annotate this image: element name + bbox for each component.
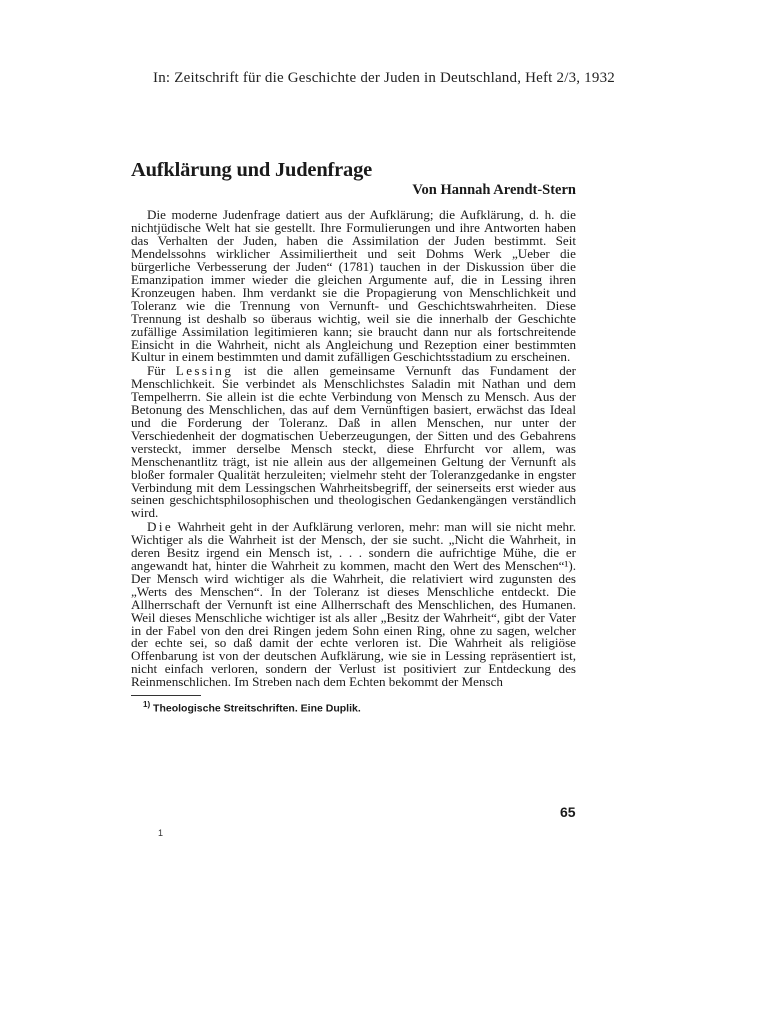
paragraph-2-lead: Für	[147, 362, 166, 378]
paragraph-3-lead: Die	[147, 518, 174, 534]
paragraph-2	[131, 362, 576, 521]
paragraph-3-text: Wahrheit geht in der Aufklärung verloren, mehr: man will sie nicht mehr. Wichtiger als die Wahrheit ist der Mensch, der sie sucht. „Nicht die Wahrheit, in deren Besitz irgend ein Mensch ist, . . . sondern die aufrichtige Mühe, die er angewandt hat, hinter die Wahrheit zu kommen, macht den Wert des Menschen“¹). Der Mensch wird wichtiger als die Wahrheit, die relativiert wird zugunsten des „Werts des Menschen“. In der Toleranz ist dieses Menschliche entdeckt. Die Allherrschaft der Vernunft ist eine Allherrschaft des Menschlichen, des Humanen. Weil dieses Menschliche wichtiger ist als aller „Besitz der Wahrheit“, gibt der Vater in der Fabel von den drei Ringen jedem Sohn einen Ring, ohne zu sagen, welcher der echte sei, so daß damit der echte verloren ist. Die Wahrheit als religiöse Offenbarung ist von der deutschen Aufklärung, wie sie in Lessing repräsentiert ist, nicht einfach verloren, sondern der Verlust ist positiviert zur Entdeckung des Reinmenschlichen. Im Streben nach dem Echten bekommt der Mensch	[131, 518, 576, 690]
page-number: 65	[560, 804, 576, 820]
paragraph-3	[131, 518, 576, 690]
article-title: Aufklärung und Judenfrage	[131, 159, 373, 181]
footnote-text: Theologische Streitschriften. Eine Duplik.	[153, 702, 361, 715]
article-author: Von Hannah Arendt-Stern	[412, 182, 576, 198]
spaced-name-lessing: Lessing	[175, 362, 234, 378]
footnote	[131, 700, 576, 715]
footnote-marker: 1)	[143, 700, 151, 710]
printer-signature: 1	[158, 828, 164, 838]
paragraph-1: Die moderne Judenfrage datiert aus der Aufklärung; die Aufklärung, d. h. die nichtjüdische Welt hat sie gestellt. Ihre Formulierungen und ihre Antworten haben das Verhalten der Juden, haben die Assimilation der Juden bestimmt. Seit Mendelssohns wirklicher Assimiliertheit und seit Dohms Werk „Ueber die bürgerliche Verbesserung der Juden“ (1781) tauchen in der Diskussion über die Emanzipation immer wieder die gleichen Argumente auf, die in Lessing ihren Kronzeugen haben. Ihm verdankt sie die Propagierung von Menschlichkeit und Toleranz wie die Trennung von Vernunft- und Geschichtswahrheiten. Diese Trennung ist deshalb so überaus wichtig, weil sie die innerhalb der Geschichte zufällige Assimilation legitimieren kann; sie braucht dann nur als fortschreitende Einsicht in die Wahrheit, nicht als Angleichung und Rezeption einer bestimmten Kultur in einem bestimmten und damit zufälligen Geschichtsstadium zu erscheinen.	[131, 207, 576, 365]
source-citation: In: Zeitschrift für die Geschichte der Juden in Deutschland, Heft 2/3, 1932	[153, 70, 615, 86]
footnote-divider	[131, 695, 201, 696]
article-body	[131, 158, 576, 715]
paragraph-2-text: ist die allen gemeinsame Vernunft das Fundament der Menschlichkeit. Sie verbindet als Menschlichstes Saladin mit Nathan und dem Tempelherrn. Sie allein ist die echte Verbindung von Mensch zu Mensch. Aus der Betonung des Menschlichen, das auf dem Vernünftigen basiert, erwächst das Ideal und die Forderung der Toleranz. Daß in allen Menschen, nur unter der Verschiedenheit der dogmatischen Ueberzeugungen, der Sitten und des Gebahrens versteckt, immer derselbe Mensch steckt, diese Ehrfurcht vor allem, was Menschenantlitz trägt, ist nie allein aus der allgemeinen Geltung der Vernunft als bloßer formaler Qualität herzuleiten; vielmehr steht der Toleranzgedanke in engster Verbindung mit dem Lessingschen Wahrheitsbegriff, der seinerseits erst wieder aus seinen geschichtsphilosophischen und theologischen Gedankengängen verständlich wird.	[131, 362, 576, 521]
